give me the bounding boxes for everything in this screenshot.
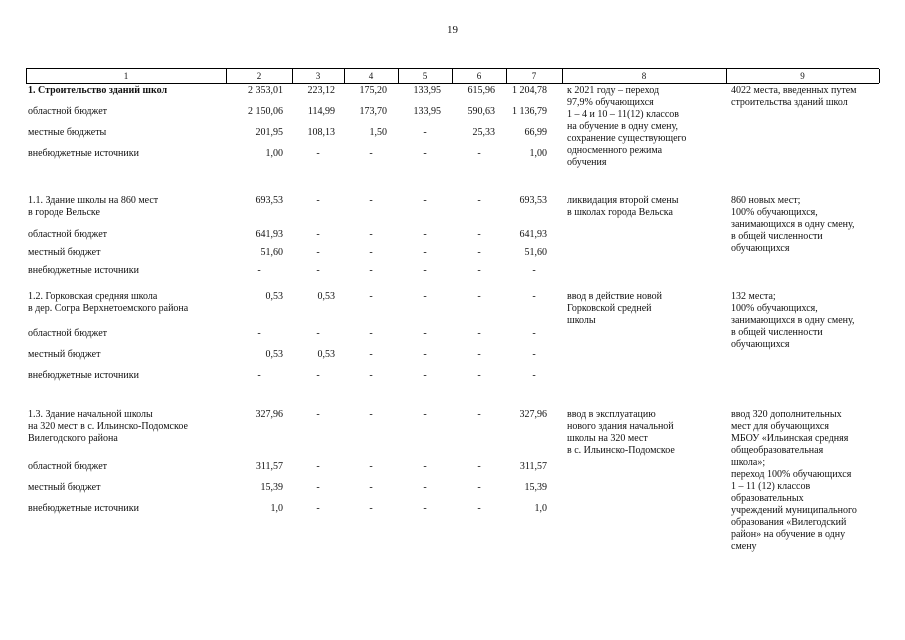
cell-value: - bbox=[316, 195, 320, 206]
cell-value: - bbox=[257, 265, 261, 276]
cell-value: - bbox=[369, 291, 373, 302]
cell-value: - bbox=[477, 461, 481, 472]
cell-value: - bbox=[423, 328, 427, 339]
cell-value: 223,12 bbox=[307, 85, 335, 96]
cell-value: - bbox=[477, 291, 481, 302]
cell-value: 1,0 bbox=[270, 503, 283, 514]
cell-value: - bbox=[423, 370, 427, 381]
cell-value: - bbox=[477, 265, 481, 276]
cell-value: - bbox=[369, 482, 373, 493]
cell-value: - bbox=[477, 229, 481, 240]
indicator-text: занимающихся в одну смену, bbox=[731, 219, 855, 230]
cell-value: 15,39 bbox=[524, 482, 547, 493]
column-header: 1 bbox=[123, 71, 129, 81]
cell-value: 0,53 bbox=[317, 349, 335, 360]
indicator-text: 860 новых мест; bbox=[731, 195, 801, 206]
cell-value: - bbox=[369, 503, 373, 514]
row-label: областной бюджет bbox=[28, 328, 108, 339]
cell-value: 1,00 bbox=[529, 148, 547, 159]
table-header-bottom-border bbox=[26, 83, 879, 84]
cell-value: - bbox=[316, 148, 320, 159]
cell-value: 311,57 bbox=[519, 461, 547, 472]
row-label-continued: в городе Вельске bbox=[28, 207, 100, 218]
column-header: 3 bbox=[315, 71, 321, 81]
cell-value: - bbox=[423, 409, 427, 420]
cell-value: 641,93 bbox=[255, 229, 283, 240]
indicator-text: 132 места; bbox=[731, 291, 776, 302]
cell-value: - bbox=[257, 328, 261, 339]
cell-value: 51,60 bbox=[260, 247, 283, 258]
cell-value: - bbox=[257, 370, 261, 381]
cell-value: 615,96 bbox=[467, 85, 495, 96]
expected-result-text: односменного режима bbox=[567, 145, 663, 156]
cell-value: 201,95 bbox=[255, 127, 283, 138]
cell-value: - bbox=[477, 328, 481, 339]
indicator-text: 100% обучающихся, bbox=[731, 303, 818, 314]
indicator-text: строительства зданий школ bbox=[731, 97, 848, 108]
indicator-text: смену bbox=[731, 541, 757, 552]
cell-value: - bbox=[316, 265, 320, 276]
cell-value: 2 150,06 bbox=[248, 106, 283, 117]
cell-value: - bbox=[477, 195, 481, 206]
cell-value: 173,70 bbox=[359, 106, 387, 117]
cell-value: 0,53 bbox=[265, 291, 283, 302]
cell-value: - bbox=[423, 127, 427, 138]
cell-value: 133,95 bbox=[413, 85, 441, 96]
indicator-text: образования «Вилегодский bbox=[731, 517, 847, 528]
cell-value: - bbox=[369, 229, 373, 240]
expected-result-text: сохранение существующего bbox=[567, 133, 687, 144]
indicator-text: 1 – 11 (12) классов bbox=[731, 481, 811, 492]
indicator-text: 4022 места, введенных путем bbox=[731, 85, 857, 96]
cell-value: - bbox=[316, 482, 320, 493]
cell-value: - bbox=[423, 148, 427, 159]
cell-value: - bbox=[423, 291, 427, 302]
cell-value: - bbox=[477, 370, 481, 381]
cell-value: - bbox=[316, 461, 320, 472]
table-column-divider bbox=[879, 69, 880, 83]
cell-value: - bbox=[369, 195, 373, 206]
cell-value: - bbox=[369, 461, 373, 472]
cell-value: - bbox=[477, 409, 481, 420]
expected-result-text: ликвидация второй смены bbox=[567, 195, 679, 206]
cell-value: - bbox=[532, 328, 536, 339]
indicator-text: 100% обучающихся, bbox=[731, 207, 818, 218]
indicator-text: переход 100% обучающихся bbox=[731, 469, 852, 480]
cell-value: 25,33 bbox=[472, 127, 495, 138]
cell-value: 0,53 bbox=[317, 291, 335, 302]
cell-value: 311,57 bbox=[255, 461, 283, 472]
cell-value: - bbox=[316, 370, 320, 381]
cell-value: - bbox=[423, 195, 427, 206]
row-label: внебюджетные источники bbox=[28, 503, 139, 514]
cell-value: - bbox=[369, 148, 373, 159]
cell-value: 1,00 bbox=[265, 148, 283, 159]
expected-result-text: обучения bbox=[567, 157, 607, 168]
indicator-text: обучающихся bbox=[731, 243, 790, 254]
expected-result-text: на обучение в одну смену, bbox=[567, 121, 679, 132]
cell-value: - bbox=[369, 328, 373, 339]
expected-result-text: школы bbox=[567, 315, 596, 326]
row-label: 1.2. Горковская средняя школа bbox=[28, 291, 158, 302]
row-label: 1.1. Здание школы на 860 мест bbox=[28, 195, 159, 206]
indicator-text: образовательных bbox=[731, 493, 804, 504]
cell-value: - bbox=[532, 265, 536, 276]
row-label: местный бюджет bbox=[28, 247, 101, 258]
cell-value: 327,96 bbox=[255, 409, 283, 420]
row-label: областной бюджет bbox=[28, 461, 108, 472]
indicator-text: учреждений муниципального bbox=[731, 505, 857, 516]
indicator-text: район» на обучение в одну bbox=[731, 529, 846, 540]
cell-value: - bbox=[423, 461, 427, 472]
expected-result-text: 97,9% обучающихся bbox=[567, 97, 654, 108]
cell-value: 15,39 bbox=[260, 482, 283, 493]
cell-value: - bbox=[532, 349, 536, 360]
cell-value: - bbox=[369, 349, 373, 360]
cell-value: 114,99 bbox=[307, 106, 335, 117]
expected-result-text: нового здания начальной bbox=[567, 421, 674, 432]
expected-result-text: в с. Ильинско-Подомское bbox=[567, 445, 675, 456]
indicator-text: в общей численности bbox=[731, 327, 823, 338]
cell-value: - bbox=[369, 247, 373, 258]
cell-value: 693,53 bbox=[519, 195, 547, 206]
expected-result-text: к 2021 году – переход bbox=[567, 85, 660, 96]
cell-value: - bbox=[477, 148, 481, 159]
cell-value: - bbox=[316, 229, 320, 240]
cell-value: - bbox=[316, 328, 320, 339]
cell-value: 590,63 bbox=[467, 106, 495, 117]
row-label: 1.3. Здание начальной школы bbox=[28, 409, 153, 420]
cell-value: - bbox=[423, 349, 427, 360]
indicator-text: школа»; bbox=[731, 457, 766, 468]
cell-value: - bbox=[423, 503, 427, 514]
cell-value: 1 136,79 bbox=[512, 106, 547, 117]
cell-value: - bbox=[477, 247, 481, 258]
cell-value: 108,13 bbox=[307, 127, 335, 138]
row-label: местный бюджет bbox=[28, 349, 101, 360]
cell-value: - bbox=[532, 291, 536, 302]
cell-value: 175,20 bbox=[359, 85, 387, 96]
cell-value: - bbox=[477, 349, 481, 360]
indicator-text: мест для обучающихся bbox=[731, 421, 829, 432]
cell-value: 327,96 bbox=[519, 409, 547, 420]
cell-value: 0,53 bbox=[265, 349, 283, 360]
cell-value: 641,93 bbox=[519, 229, 547, 240]
cell-value: - bbox=[316, 409, 320, 420]
indicator-text: занимающихся в одну смену, bbox=[731, 315, 855, 326]
cell-value: - bbox=[532, 370, 536, 381]
cell-value: 1,0 bbox=[534, 503, 547, 514]
cell-value: 51,60 bbox=[524, 247, 547, 258]
cell-value: - bbox=[369, 370, 373, 381]
column-header: 2 bbox=[256, 71, 262, 81]
column-header: 6 bbox=[476, 71, 482, 81]
cell-value: 133,95 bbox=[413, 106, 441, 117]
cell-value: 693,53 bbox=[255, 195, 283, 206]
row-label-continued: на 320 мест в с. Ильинско-Подомское bbox=[28, 421, 188, 432]
row-label: местные бюджеты bbox=[28, 127, 107, 138]
cell-value: - bbox=[423, 265, 427, 276]
expected-result-text: 1 – 4 и 10 – 11(12) классов bbox=[567, 109, 680, 120]
cell-value: 1,50 bbox=[369, 127, 387, 138]
cell-value: - bbox=[369, 265, 373, 276]
cell-value: - bbox=[477, 503, 481, 514]
indicator-text: обучающихся bbox=[731, 339, 790, 350]
cell-value: 66,99 bbox=[524, 127, 547, 138]
row-label: внебюджетные источники bbox=[28, 148, 139, 159]
cell-value: - bbox=[423, 229, 427, 240]
indicator-text: МБОУ «Ильинская средняя bbox=[731, 433, 849, 444]
expected-result-text: Горковской средней bbox=[567, 303, 652, 314]
cell-value: 1 204,78 bbox=[512, 85, 547, 96]
page-number: 19 bbox=[447, 24, 458, 36]
row-label: 1. Строительство зданий школ bbox=[28, 85, 168, 96]
indicator-text: ввод 320 дополнительных bbox=[731, 409, 842, 420]
indicator-text: в общей численности bbox=[731, 231, 823, 242]
column-header: 8 bbox=[641, 71, 647, 81]
column-header: 4 bbox=[368, 71, 374, 81]
expected-result-text: ввод в действие новой bbox=[567, 291, 662, 302]
expected-result-text: в школах города Вельска bbox=[567, 207, 673, 218]
cell-value: - bbox=[423, 247, 427, 258]
cell-value: - bbox=[477, 482, 481, 493]
row-label-continued: в дер. Согра Верхнетоемского района bbox=[28, 303, 189, 314]
row-label: областной бюджет bbox=[28, 229, 108, 240]
row-label: внебюджетные источники bbox=[28, 370, 139, 381]
row-label: местный бюджет bbox=[28, 482, 101, 493]
row-label: областной бюджет bbox=[28, 106, 108, 117]
cell-value: - bbox=[316, 247, 320, 258]
column-header: 9 bbox=[800, 71, 805, 81]
indicator-text: общеобразовательная bbox=[731, 445, 824, 456]
expected-result-text: школы на 320 мест bbox=[567, 433, 648, 444]
cell-value: - bbox=[369, 409, 373, 420]
row-label-continued: Вилегодского района bbox=[28, 433, 118, 444]
column-header: 5 bbox=[422, 71, 428, 81]
cell-value: - bbox=[316, 503, 320, 514]
expected-result-text: ввод в эксплуатацию bbox=[567, 409, 656, 420]
column-header: 7 bbox=[531, 71, 537, 81]
cell-value: - bbox=[423, 482, 427, 493]
row-label: внебюджетные источники bbox=[28, 265, 139, 276]
cell-value: 2 353,01 bbox=[248, 85, 283, 96]
